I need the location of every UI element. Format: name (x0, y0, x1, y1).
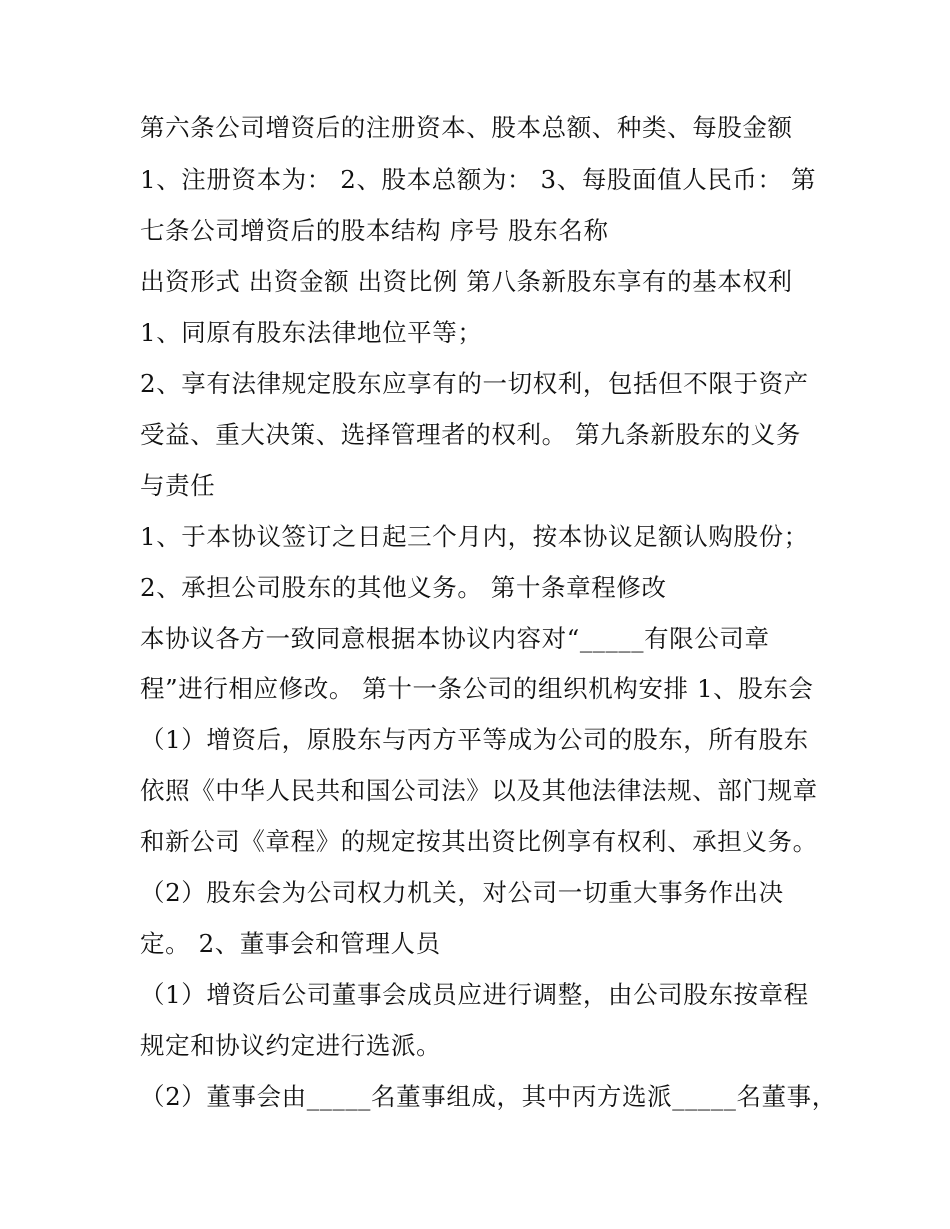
text-line: （1）增资后，原股东与丙方平等成为公司的股东，所有股东 (140, 725, 809, 754)
text-line: 第六条公司增资后的注册资本、股本总额、种类、每股金额 (140, 113, 793, 142)
text-line: 2、承担公司股东的其他义务。 第十条章程修改 (140, 573, 667, 602)
text-line: 出资形式 出资金额 出资比例 第八条新股东享有的基本权利 (140, 267, 793, 296)
text-line: 依照《中华人民共和国公司法》以及其他法律法规、部门规章 (140, 776, 818, 805)
text-line: 1、同原有股东法律地位平等； (140, 318, 483, 347)
text-line: 和新公司《章程》的规定按其出资比例享有权利、承担义务。 (140, 827, 818, 856)
text-line: 与责任 (140, 471, 216, 500)
text-line: 2、享有法律规定股东应享有的一切权利，包括但不限于资产 (140, 369, 809, 398)
text-line: 定。 2、董事会和管理人员 (140, 929, 441, 958)
text-line: （2）股东会为公司权力机关，对公司一切重大事务作出决 (140, 878, 784, 907)
text-line: （1）增资后公司董事会成员应进行调整，由公司股东按章程 (140, 980, 809, 1009)
text-line: 七条公司增资后的股本结构 序号 股东名称 (140, 216, 609, 245)
text-line: 1、注册资本为： 2、股本总额为： 3、每股面值人民币： 第 (140, 165, 817, 194)
text-line: 1、于本协议签订之日起三个月内，按本协议足额认购股份； (140, 522, 809, 551)
text-line: 受益、重大决策、选择管理者的权利。 第九条新股东的义务 (140, 420, 801, 449)
text-line: （2）董事会由_____名董事组成，其中丙方选派_____名董事， (140, 1082, 837, 1111)
text-line: 本协议各方一致同意根据本协议内容对“_____有限公司章 (140, 624, 770, 653)
text-line: 规定和协议约定进行选派。 (140, 1031, 442, 1060)
text-line: 程”进行相应修改。 第十一条公司的组织机构安排 1、股东会 (140, 674, 814, 703)
